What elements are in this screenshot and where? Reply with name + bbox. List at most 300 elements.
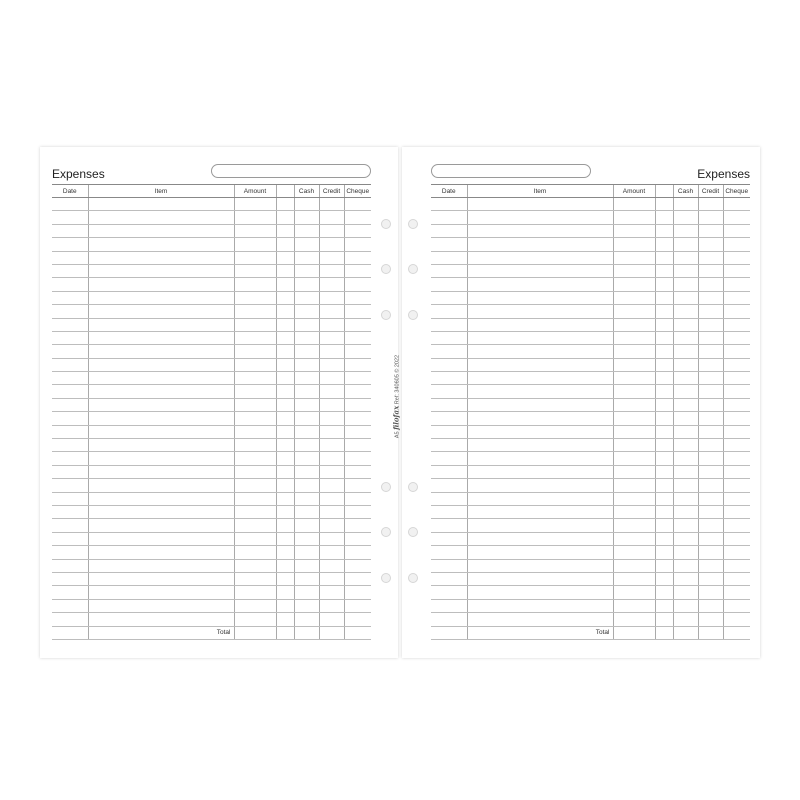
table-cell[interactable] [319,198,344,211]
table-cell[interactable] [655,559,673,572]
table-cell[interactable] [319,278,344,291]
table-cell[interactable] [294,425,319,438]
table-cell[interactable] [234,238,276,251]
table-cell[interactable] [319,358,344,371]
table-cell[interactable] [52,345,88,358]
table-cell[interactable] [319,264,344,277]
table-cell[interactable] [344,626,371,639]
table-cell[interactable] [673,626,698,639]
table-cell[interactable] [613,465,655,478]
table-cell[interactable] [673,211,698,224]
table-cell[interactable] [234,345,276,358]
table-cell[interactable] [88,519,234,532]
table-cell[interactable] [723,586,750,599]
table-cell[interactable] [698,572,723,585]
table-cell[interactable] [655,278,673,291]
table-cell[interactable] [52,198,88,211]
table-cell[interactable] [234,305,276,318]
table-cell[interactable] [723,291,750,304]
table-cell[interactable] [698,398,723,411]
table-cell[interactable] [613,532,655,545]
table-cell[interactable] [655,238,673,251]
table-cell[interactable] [276,613,294,626]
table-cell[interactable] [319,251,344,264]
table-cell[interactable] [655,412,673,425]
table-cell[interactable] [88,211,234,224]
table-cell[interactable] [276,412,294,425]
table-cell[interactable] [52,278,88,291]
table-cell[interactable] [344,398,371,411]
table-cell[interactable] [276,198,294,211]
table-cell[interactable] [52,519,88,532]
table-cell[interactable] [294,519,319,532]
table-cell[interactable] [319,345,344,358]
table-cell[interactable] [431,345,467,358]
table-cell[interactable] [613,425,655,438]
table-cell[interactable] [234,291,276,304]
table-cell[interactable] [52,412,88,425]
table-cell[interactable] [52,452,88,465]
table-cell[interactable] [467,546,613,559]
table-cell[interactable] [234,559,276,572]
name-field[interactable] [211,164,371,178]
table-cell[interactable] [276,546,294,559]
table-cell[interactable] [319,291,344,304]
table-cell[interactable] [613,546,655,559]
table-cell[interactable] [88,439,234,452]
table-cell[interactable] [698,546,723,559]
table-cell[interactable] [294,412,319,425]
table-cell[interactable] [431,492,467,505]
table-cell[interactable] [276,479,294,492]
table-cell[interactable] [319,465,344,478]
table-cell[interactable] [673,546,698,559]
table-cell[interactable] [698,291,723,304]
table-cell[interactable] [294,385,319,398]
table-cell[interactable] [294,452,319,465]
table-cell[interactable] [655,224,673,237]
table-cell[interactable] [723,626,750,639]
table-cell[interactable] [431,318,467,331]
table-cell[interactable] [319,305,344,318]
table-cell[interactable] [88,238,234,251]
table-cell[interactable] [698,198,723,211]
table-cell[interactable] [655,465,673,478]
table-cell[interactable] [234,572,276,585]
table-cell[interactable] [467,264,613,277]
table-cell[interactable] [88,224,234,237]
table-cell[interactable] [613,519,655,532]
table-cell[interactable] [698,211,723,224]
table-cell[interactable] [723,465,750,478]
table-cell[interactable] [88,613,234,626]
table-cell[interactable] [276,345,294,358]
table-cell[interactable] [655,599,673,612]
table-cell[interactable] [613,385,655,398]
table-cell[interactable] [276,532,294,545]
table-cell[interactable] [294,345,319,358]
table-cell[interactable] [673,305,698,318]
table-cell[interactable] [52,398,88,411]
table-cell[interactable] [467,358,613,371]
table-cell[interactable] [613,572,655,585]
table-cell[interactable] [344,372,371,385]
table-cell[interactable] [294,465,319,478]
table-cell[interactable] [88,599,234,612]
table-cell[interactable] [319,318,344,331]
table-cell[interactable] [294,278,319,291]
table-cell[interactable] [673,224,698,237]
table-cell[interactable] [344,546,371,559]
table-cell[interactable] [613,398,655,411]
table-cell[interactable] [52,479,88,492]
table-cell[interactable] [655,586,673,599]
table-cell[interactable] [698,331,723,344]
table-cell[interactable] [613,372,655,385]
table-cell[interactable] [698,224,723,237]
table-cell[interactable] [344,492,371,505]
table-cell[interactable] [294,251,319,264]
table-cell[interactable] [276,358,294,371]
table-cell[interactable] [88,479,234,492]
table-cell[interactable] [655,492,673,505]
table-cell[interactable] [613,586,655,599]
table-cell[interactable] [655,425,673,438]
table-cell[interactable] [52,318,88,331]
table-cell[interactable] [52,546,88,559]
table-cell[interactable] [344,385,371,398]
table-cell[interactable] [52,572,88,585]
table-cell[interactable] [344,559,371,572]
table-cell[interactable] [319,532,344,545]
table-cell[interactable] [294,238,319,251]
table-cell[interactable] [319,546,344,559]
table-cell[interactable] [88,465,234,478]
table-cell[interactable] [234,224,276,237]
table-cell[interactable] [655,519,673,532]
table-cell[interactable] [319,398,344,411]
table-cell[interactable] [88,425,234,438]
table-cell[interactable] [276,599,294,612]
table-cell[interactable] [88,372,234,385]
table-cell[interactable] [698,372,723,385]
table-cell[interactable] [276,439,294,452]
table-cell[interactable] [431,439,467,452]
table-cell[interactable] [276,425,294,438]
table-cell[interactable] [723,224,750,237]
table-cell[interactable] [698,278,723,291]
table-cell[interactable] [431,211,467,224]
table-cell[interactable] [88,291,234,304]
table-cell[interactable] [431,465,467,478]
table-cell[interactable] [52,532,88,545]
table-cell[interactable] [467,398,613,411]
table-cell[interactable] [431,305,467,318]
table-cell[interactable] [698,439,723,452]
table-cell[interactable] [655,505,673,518]
table-cell[interactable] [613,559,655,572]
table-cell[interactable] [723,372,750,385]
table-cell[interactable] [613,318,655,331]
table-cell[interactable] [294,439,319,452]
table-cell[interactable] [673,586,698,599]
table-cell[interactable] [698,305,723,318]
table-cell[interactable] [673,278,698,291]
table-cell[interactable] [344,532,371,545]
table-cell[interactable] [234,278,276,291]
table-cell[interactable] [673,425,698,438]
table-cell[interactable] [88,492,234,505]
table-cell[interactable] [319,626,344,639]
table-cell[interactable] [673,198,698,211]
table-cell[interactable] [723,238,750,251]
table-cell[interactable] [723,452,750,465]
table-cell[interactable] [673,358,698,371]
table-cell[interactable] [234,519,276,532]
table-cell[interactable] [431,238,467,251]
table-cell[interactable] [431,224,467,237]
table-cell[interactable] [276,626,294,639]
table-cell[interactable] [52,599,88,612]
table-cell[interactable] [234,599,276,612]
table-cell[interactable] [723,613,750,626]
table-cell[interactable] [52,264,88,277]
table-cell[interactable] [52,305,88,318]
table-cell[interactable] [294,305,319,318]
table-cell[interactable] [467,291,613,304]
table-cell[interactable] [88,559,234,572]
table-cell[interactable] [344,425,371,438]
table-cell[interactable] [698,532,723,545]
table-cell[interactable] [319,331,344,344]
table-cell[interactable] [294,546,319,559]
table-cell[interactable] [613,412,655,425]
table-cell[interactable] [698,412,723,425]
table-cell[interactable] [673,613,698,626]
table-cell[interactable] [344,251,371,264]
table-cell[interactable] [723,492,750,505]
table-cell[interactable] [319,452,344,465]
table-cell[interactable] [344,572,371,585]
table-cell[interactable] [613,331,655,344]
table-cell[interactable] [52,586,88,599]
table-cell[interactable] [294,492,319,505]
table-cell[interactable] [276,492,294,505]
table-cell[interactable] [52,559,88,572]
table-cell[interactable] [319,238,344,251]
table-cell[interactable] [234,613,276,626]
table-cell[interactable] [319,613,344,626]
table-cell[interactable] [431,358,467,371]
table-cell[interactable] [234,425,276,438]
table-cell[interactable] [467,599,613,612]
table-cell[interactable] [344,519,371,532]
table-cell[interactable] [88,412,234,425]
table-cell[interactable] [52,439,88,452]
table-cell[interactable] [88,251,234,264]
table-cell[interactable] [613,599,655,612]
table-cell[interactable] [276,505,294,518]
table-cell[interactable] [234,211,276,224]
table-cell[interactable] [698,492,723,505]
table-cell[interactable] [319,372,344,385]
table-cell[interactable] [294,599,319,612]
table-cell[interactable] [698,599,723,612]
table-cell[interactable] [431,372,467,385]
table-cell[interactable] [52,358,88,371]
table-cell[interactable] [344,412,371,425]
table-cell[interactable] [431,398,467,411]
table-cell[interactable] [698,385,723,398]
table-cell[interactable] [234,492,276,505]
table-cell[interactable] [467,425,613,438]
table-cell[interactable] [88,546,234,559]
table-cell[interactable] [234,385,276,398]
table-cell[interactable] [319,412,344,425]
table-cell[interactable] [276,291,294,304]
table-cell[interactable] [294,559,319,572]
table-cell[interactable] [431,452,467,465]
table-cell[interactable] [234,264,276,277]
table-cell[interactable] [52,385,88,398]
table-cell[interactable] [723,198,750,211]
table-cell[interactable] [613,305,655,318]
table-cell[interactable] [431,613,467,626]
table-cell[interactable] [431,559,467,572]
table-cell[interactable] [294,224,319,237]
table-cell[interactable] [723,505,750,518]
table-cell[interactable] [613,224,655,237]
table-cell[interactable] [613,211,655,224]
table-cell[interactable] [319,572,344,585]
table-cell[interactable] [723,599,750,612]
table-cell[interactable] [52,251,88,264]
table-cell[interactable] [234,398,276,411]
table-cell[interactable] [698,479,723,492]
table-cell[interactable] [698,264,723,277]
table-cell[interactable] [431,586,467,599]
table-cell[interactable] [276,559,294,572]
table-cell[interactable] [431,519,467,532]
table-cell[interactable] [723,439,750,452]
table-cell[interactable] [294,626,319,639]
table-cell[interactable] [234,546,276,559]
table-cell[interactable] [344,224,371,237]
table-cell[interactable] [723,412,750,425]
table-cell[interactable] [723,211,750,224]
table-cell[interactable] [88,505,234,518]
table-cell[interactable] [52,372,88,385]
table-cell[interactable] [655,626,673,639]
table-cell[interactable] [467,331,613,344]
table-cell[interactable] [467,238,613,251]
table-cell[interactable] [276,264,294,277]
table-cell[interactable] [319,505,344,518]
table-cell[interactable] [52,492,88,505]
table-cell[interactable] [673,505,698,518]
table-cell[interactable] [698,465,723,478]
table-cell[interactable] [698,626,723,639]
table-cell[interactable] [673,291,698,304]
table-cell[interactable] [88,305,234,318]
table-cell[interactable] [431,385,467,398]
table-cell[interactable] [344,465,371,478]
table-cell[interactable] [88,572,234,585]
table-cell[interactable] [613,291,655,304]
table-cell[interactable] [431,412,467,425]
table-cell[interactable] [88,318,234,331]
table-cell[interactable] [673,345,698,358]
table-cell[interactable] [467,318,613,331]
table-cell[interactable] [294,358,319,371]
table-cell[interactable] [655,439,673,452]
table-cell[interactable] [613,505,655,518]
table-cell[interactable] [613,452,655,465]
table-cell[interactable] [431,505,467,518]
table-cell[interactable] [276,278,294,291]
table-cell[interactable] [344,505,371,518]
table-cell[interactable] [234,372,276,385]
table-cell[interactable] [673,238,698,251]
table-cell[interactable] [276,398,294,411]
table-cell[interactable] [52,425,88,438]
table-cell[interactable] [234,331,276,344]
table-cell[interactable] [655,532,673,545]
table-cell[interactable] [655,251,673,264]
table-cell[interactable] [673,398,698,411]
table-cell[interactable] [655,305,673,318]
table-cell[interactable] [52,626,88,639]
table-cell[interactable] [673,479,698,492]
table-cell[interactable] [655,546,673,559]
table-cell[interactable] [344,358,371,371]
table-cell[interactable] [294,532,319,545]
table-cell[interactable] [467,385,613,398]
table-cell[interactable] [294,291,319,304]
table-cell[interactable] [723,358,750,371]
table-cell[interactable] [467,465,613,478]
table-cell[interactable] [655,264,673,277]
table-cell[interactable] [613,345,655,358]
table-cell[interactable] [52,211,88,224]
table-cell[interactable] [655,572,673,585]
table-cell[interactable] [723,559,750,572]
table-cell[interactable] [344,452,371,465]
table-cell[interactable] [319,586,344,599]
table-cell[interactable] [467,278,613,291]
table-cell[interactable] [723,318,750,331]
table-cell[interactable] [431,546,467,559]
table-cell[interactable] [467,439,613,452]
table-cell[interactable] [698,238,723,251]
table-cell[interactable] [319,211,344,224]
table-cell[interactable] [723,385,750,398]
table-cell[interactable] [698,345,723,358]
table-cell[interactable] [431,599,467,612]
table-cell[interactable] [294,264,319,277]
table-cell[interactable] [613,439,655,452]
table-cell[interactable] [655,198,673,211]
table-cell[interactable] [655,345,673,358]
table-cell[interactable] [88,586,234,599]
table-cell[interactable] [234,318,276,331]
table-cell[interactable] [294,372,319,385]
table-cell[interactable] [276,305,294,318]
table-cell[interactable] [344,264,371,277]
table-cell[interactable] [52,291,88,304]
table-cell[interactable] [698,559,723,572]
table-cell[interactable] [294,613,319,626]
